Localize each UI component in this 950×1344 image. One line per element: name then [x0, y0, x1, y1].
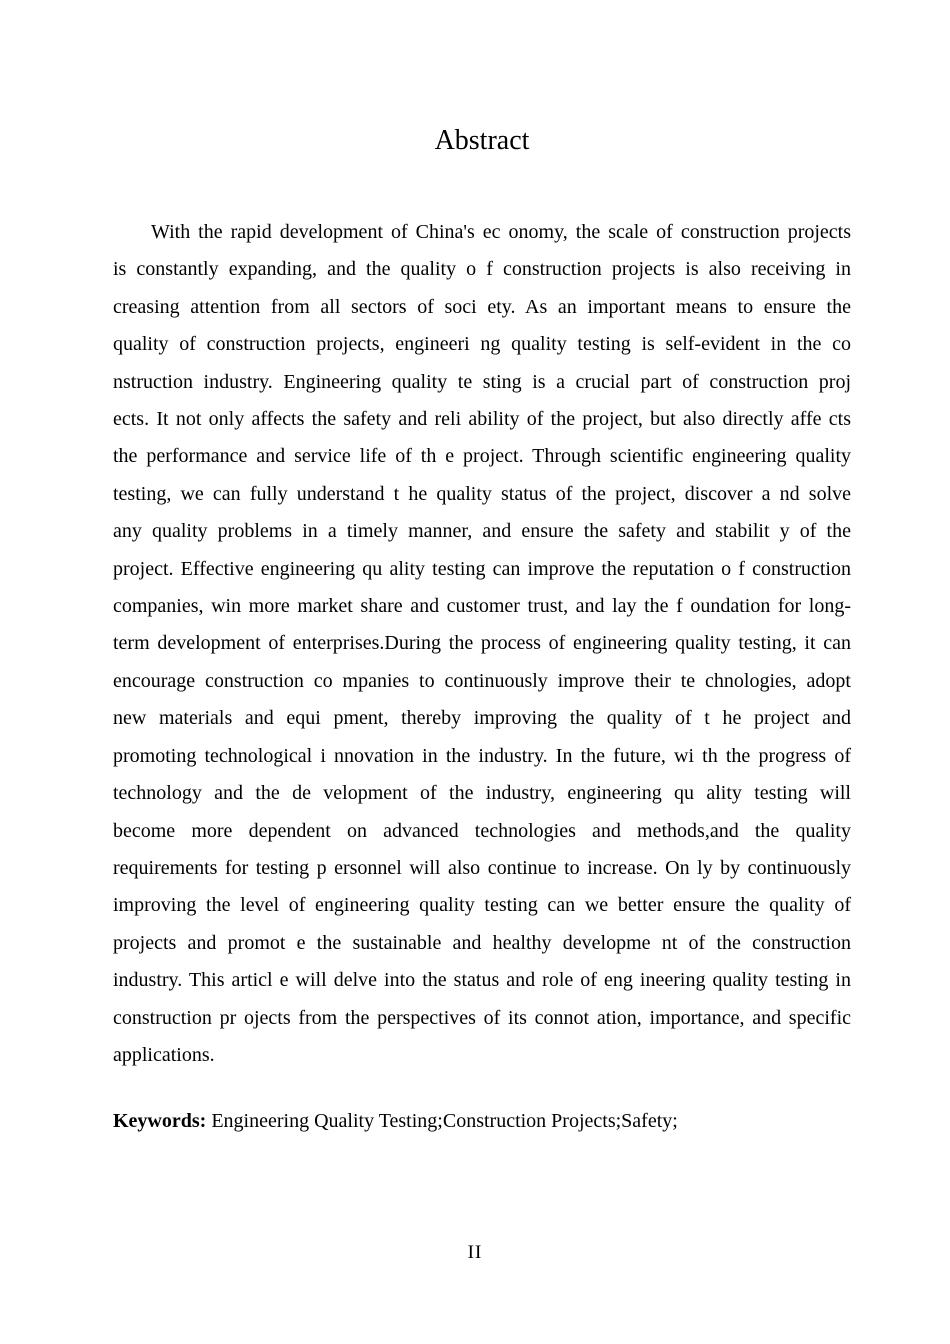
keywords-line: [113, 1103, 851, 1140]
page-title: Abstract: [434, 125, 530, 156]
page-number: II: [467, 1242, 483, 1263]
abstract-paragraph: With the rapid development of China's ec onomy, the scale of construction projects is constantly expanding, and the quality o f construction projects is also receiving in creasing attention from all sectors of soci ety. As an important means to ensure the quality of construction projects, engineeri ng quality testing is self-evident in the co nstruction industry. Engineering quality te sting is a crucial part of construction proj ects. It not only affects the safety and reli ability of the project, but also directly affe cts the performance and service life of th e project. Through scientific engineering quality testing, we can fully understand t he quality status of the project, discover a nd solve any quality problems in a timely manner, and ensure the safety and stabilit y of the project. Effective engineering qu ality testing can improve the reputation o f construction companies, win more market share and customer trust, and lay the f oundation for long-term development of enterprises.During the process of engineering quality testing, it can encourage construction co mpanies to continuously improve their te chnologies, adopt new materials and equi pment, thereby improving the quality of t he project and promoting technological i nnovation in the industry. In the future, wi th the progress of technology and the de velopment of the industry, engineering qu ality testing will become more dependent on advanced technologies and methods,and the quality requirements for testing p ersonnel will also continue to increase. On ly by continuously improving the level of engineering quality testing can we better ensure the quality of projects and promot e the sustainable and healthy developme nt of the construction industry. This articl e will delve into the status and role of eng ineering quality testing in construction pr ojects from the perspectives of its connot ation, importance, and specific applications.: [113, 221, 851, 1066]
keywords-text: Engineering Quality Testing;Construction Projects;Safety;: [206, 1110, 678, 1133]
keywords-label: Keywords:: [113, 1110, 207, 1133]
